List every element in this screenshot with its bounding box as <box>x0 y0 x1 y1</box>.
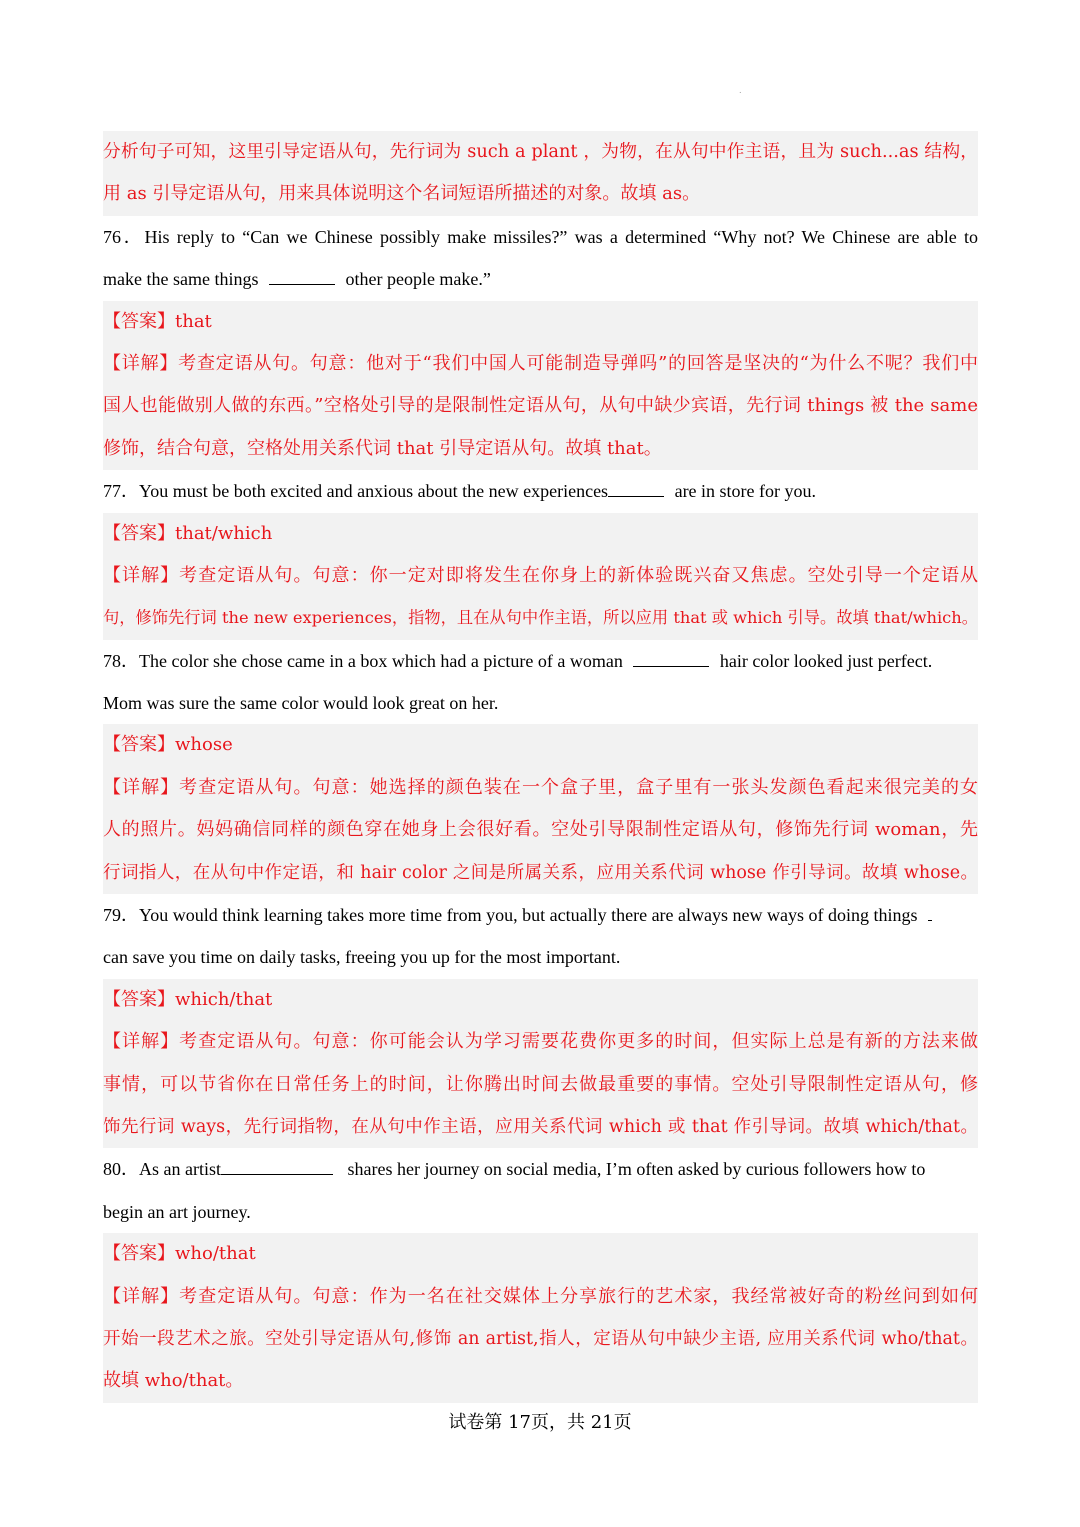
question-78-line: Mom was sure the same color would look great on her. <box>103 693 499 714</box>
question-text: are in store for you. <box>670 481 817 502</box>
question-text: shares her journey on social media, I’m often asked by curious followers how to <box>342 1159 926 1180</box>
answer-76: 【答案】that <box>103 301 978 343</box>
question-77-line <box>103 470 978 512</box>
detail-line: 故填 who/that。 <box>103 1360 978 1402</box>
explanation-line: 分析句子可知，这里引导定语从句，先行词为 such a plant ，为物，在从句中作主语，且为 such...as 结构， <box>103 131 978 173</box>
explanation-line: 用 as 引导定语从句，用来具体说明这个名词短语所描述的对象。故填 as。 <box>103 173 978 215</box>
answer-blank <box>221 1173 333 1175</box>
detail-line: 事情，可以节省你在日常任务上的时间，让你腾出时间去做最重要的事情。空处引导限制性定语从句，修 <box>103 1064 978 1106</box>
detail-line: 句，修饰先行词 the new experiences，指物，且在从句中作主语，所以应用 that 或 which 引导。故填 that/which。 <box>103 597 978 639</box>
question-text: 77．You must be both excited and anxious about the new experiences <box>103 481 609 502</box>
detail-line: 开始一段艺术之旅。空处引导定语从句,修饰 an artist,指人，定语从句中缺少主语, 应用关系代词 who/that。 <box>103 1318 978 1360</box>
detail-line: 【详解】考查定语从句。句意：你可能会认为学习需要花费你更多的时间，但实际上总是有新的方法来做 <box>103 1021 978 1063</box>
question-80-line <box>103 1148 978 1190</box>
detail-line: 修饰，结合句意，空格处用关系代词 that 引导定语从句。故填 that。 <box>103 428 978 470</box>
answer-blank <box>633 665 709 667</box>
answer-blank <box>608 495 664 497</box>
question-80-line: begin an art journey. <box>103 1201 251 1222</box>
question-text: 80．As an artist <box>103 1159 221 1180</box>
question-78-line <box>103 640 978 682</box>
page-footer: 试卷第 17页，共 21页 <box>448 1412 632 1433</box>
question-76-line <box>103 258 978 300</box>
question-text: 78．The color she chose came in a box which had a picture of a woman <box>103 650 628 671</box>
detail-line: 【详解】考查定语从句。句意：她选择的颜色装在一个盒子里，盒子里有一张头发颜色看起来很完美的女 <box>103 767 978 809</box>
question-79-line: can save you time on daily tasks, freeing you up for the most important. <box>103 947 621 968</box>
detail-line: 行词指人，在从句中作定语，和 hair color 之间是所属关系，应用关系代词 whose 作引导词。故填 whose。 <box>103 852 978 894</box>
answer-blank <box>269 283 335 285</box>
detail-line: 人的照片。妈妈确信同样的颜色穿在她身上会很好看。空处引导限制性定语从句，修饰先行词 woman，先 <box>103 809 978 851</box>
detail-line: 【详解】考查定语从句。句意：作为一名在社交媒体上分享旅行的艺术家，我经常被好奇的粉丝问到如何 <box>103 1276 978 1318</box>
answer-blank <box>928 919 932 921</box>
answer-77: 【答案】that/which <box>103 513 978 555</box>
question-text: make the same things <box>103 269 263 290</box>
question-79-line <box>103 894 978 936</box>
question-text: 79．You would think learning takes more time from you, but actually there are always new ways of doing things <box>103 905 918 926</box>
answer-79: 【答案】which/that <box>103 979 978 1021</box>
detail-line: 【详解】考查定语从句。句意：他对于“我们中国人可能制造导弹吗”的回答是坚决的“为什么不呢？我们中 <box>103 343 978 385</box>
detail-line: 【详解】考查定语从句。句意：你一定对即将发生在你身上的新体验既兴奋又焦虑。空处引导一个定语从 <box>103 555 978 597</box>
answer-78: 【答案】whose <box>103 724 978 766</box>
top-mark: . <box>739 86 742 95</box>
detail-line: 国人也能做别人做的东西。”空格处引导的是限制性定语从句，从句中缺少宾语，先行词 things 被 the same <box>103 385 978 427</box>
detail-line: 饰先行词 ways，先行词指物，在从句中作主语，应用关系代词 which 或 that 作引导词。故填 which/that。 <box>103 1106 978 1148</box>
question-76-line: 76．His reply to “Can we Chinese possibly make missiles?” was a determined “Why not? We Chinese are able to <box>103 226 978 247</box>
page-content <box>103 131 978 1403</box>
question-text: other people make.” <box>340 269 491 290</box>
question-text: hair color looked just perfect. <box>715 650 933 671</box>
answer-80: 【答案】who/that <box>103 1233 978 1275</box>
